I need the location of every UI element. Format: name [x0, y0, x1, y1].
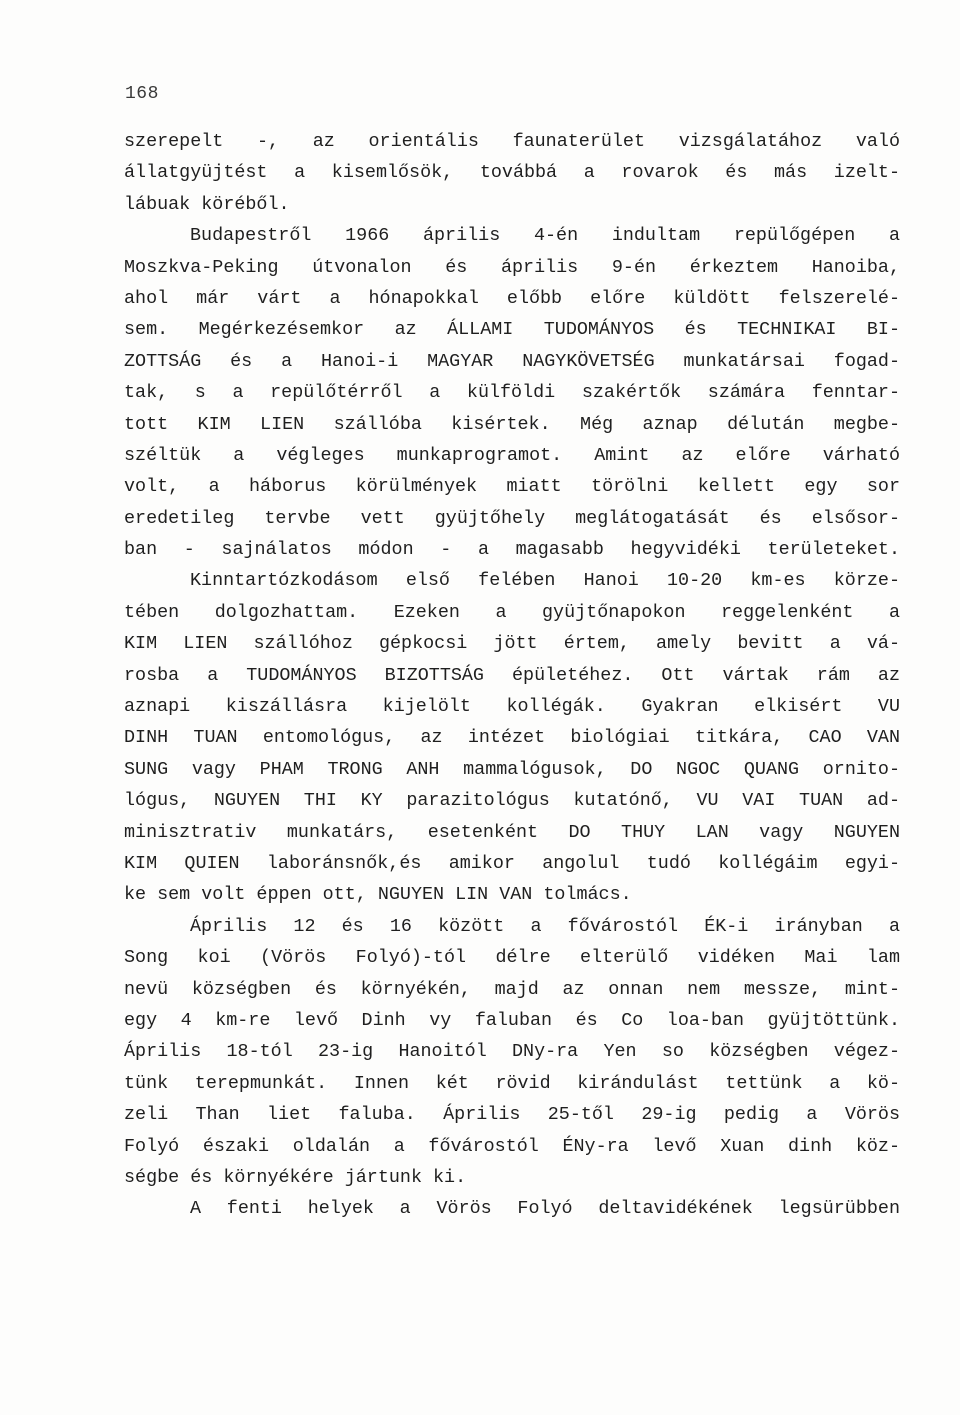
text-line: rosba a TUDOMÁNYOS BIZOTTSÁG épületéhez. Ott vártak rám az: [124, 664, 900, 686]
text-line: minisztrativ munkatárs, esetenként DO THUY LAN vagy NGUYEN: [124, 821, 900, 843]
text-line: sem. Megérkezésemkor az ÁLLAMI TUDOMÁNYOS és TECHNIKAI BI-: [124, 319, 900, 341]
text-line: tott KIM LIEN szállóba kisértek. Még aznap délután megbe-: [124, 413, 900, 435]
text-line: ban - sajnálatos módon - a magasabb hegyvidéki területeket.: [124, 539, 900, 561]
paragraph-start-line: A fenti helyek a Vörös Folyó deltavidékének legsürübben: [190, 1198, 900, 1220]
text-line: lábuak köréből.: [124, 193, 290, 215]
paragraph-start-line: Kinntartózkodásom első felében Hanoi 10-20 km-es körze-: [190, 570, 900, 592]
text-line: aznapi kiszállásra kijelölt kollégák. Gyakran elkisért VU: [124, 696, 900, 718]
text-line: tünk terepmunkát. Innen két rövid kirándulást tettünk a kö-: [124, 1072, 900, 1094]
text-line: ke sem volt éppen ott, NGUYEN LIN VAN tolmács.: [124, 884, 632, 906]
text-line: eredetileg tervbe vett gyüjtőhely meglátogatását és elsősor-: [124, 507, 900, 529]
text-line: SUNG vagy PHAM TRONG ANH mammalógusok, DO NGOC QUANG ornito-: [124, 758, 900, 780]
text-line: ZOTTSÁG és a Hanoi-i MAGYAR NAGYKÖVETSÉG munkatársai fogad-: [124, 350, 900, 372]
text-line: lógus, NGUYEN THI KY parazitológus kutatónő, VU VAI TUAN ad-: [124, 790, 900, 812]
text-line: tak, s a repülőtérről a külföldi szakértők számára fenntar-: [124, 382, 900, 404]
text-line: széltük a végleges munkaprogramot. Amint az előre várható: [124, 444, 900, 466]
paragraph-start-line: Budapestről 1966 április 4-én indultam repülőgépen a: [190, 225, 900, 247]
text-line: DINH TUAN entomológus, az intézet biológiai titkára, CAO VAN: [124, 727, 900, 749]
text-line: szerepelt -, az orientális faunaterület vizsgálatához való: [124, 131, 900, 152]
text-line: KIM QUIEN laboránsnők,és amikor angolul tudó kollégáim egyi-: [124, 852, 900, 874]
page-number: 168: [125, 84, 159, 104]
text-line: állatgyüjtést a kisemlősök, továbbá a rovarok és más izelt-: [124, 162, 900, 184]
text-line: ségbe és környékére jártunk ki.: [124, 1166, 467, 1188]
text-line: Song koi (Vörös Folyó)-tól délre elterülő vidéken Mai lam: [124, 947, 900, 969]
paragraph-start-line: Április 12 és 16 között a fővárostól ÉK-i irányban a: [190, 915, 900, 937]
text-line: volt, a háborus körülmények miatt törölni kellett egy sor: [124, 476, 900, 498]
text-line: Április 18-tól 23-ig Hanoitól DNy-ra Yen so községben végez-: [124, 1041, 900, 1063]
text-line: nevü községben és környékén, majd az onnan nem messze, mint-: [124, 978, 900, 1000]
text-line: tében dolgozhattam. Ezeken a gyüjtőnapokon reggelenként a: [124, 601, 900, 623]
text-line: zeli Than liet faluba. Április 25-től 29-ig pedig a Vörös: [124, 1104, 900, 1126]
text-line: ahol már várt a hónapokkal előbb előre küldött felszerelé-: [124, 287, 900, 309]
text-line: Moszkva-Peking útvonalon és április 9-én érkeztem Hanoiba,: [124, 256, 900, 278]
text-line: KIM LIEN szállóhoz gépkocsi jött értem, amely bevitt a vá-: [124, 633, 900, 655]
body-text: [124, 126, 900, 1225]
text-line: egy 4 km-re levő Dinh vy faluban és Co loa-ban gyüjtöttünk.: [124, 1009, 900, 1031]
text-line: Folyó északi oldalán a fővárostól ÉNy-ra levő Xuan dinh köz-: [124, 1135, 900, 1157]
